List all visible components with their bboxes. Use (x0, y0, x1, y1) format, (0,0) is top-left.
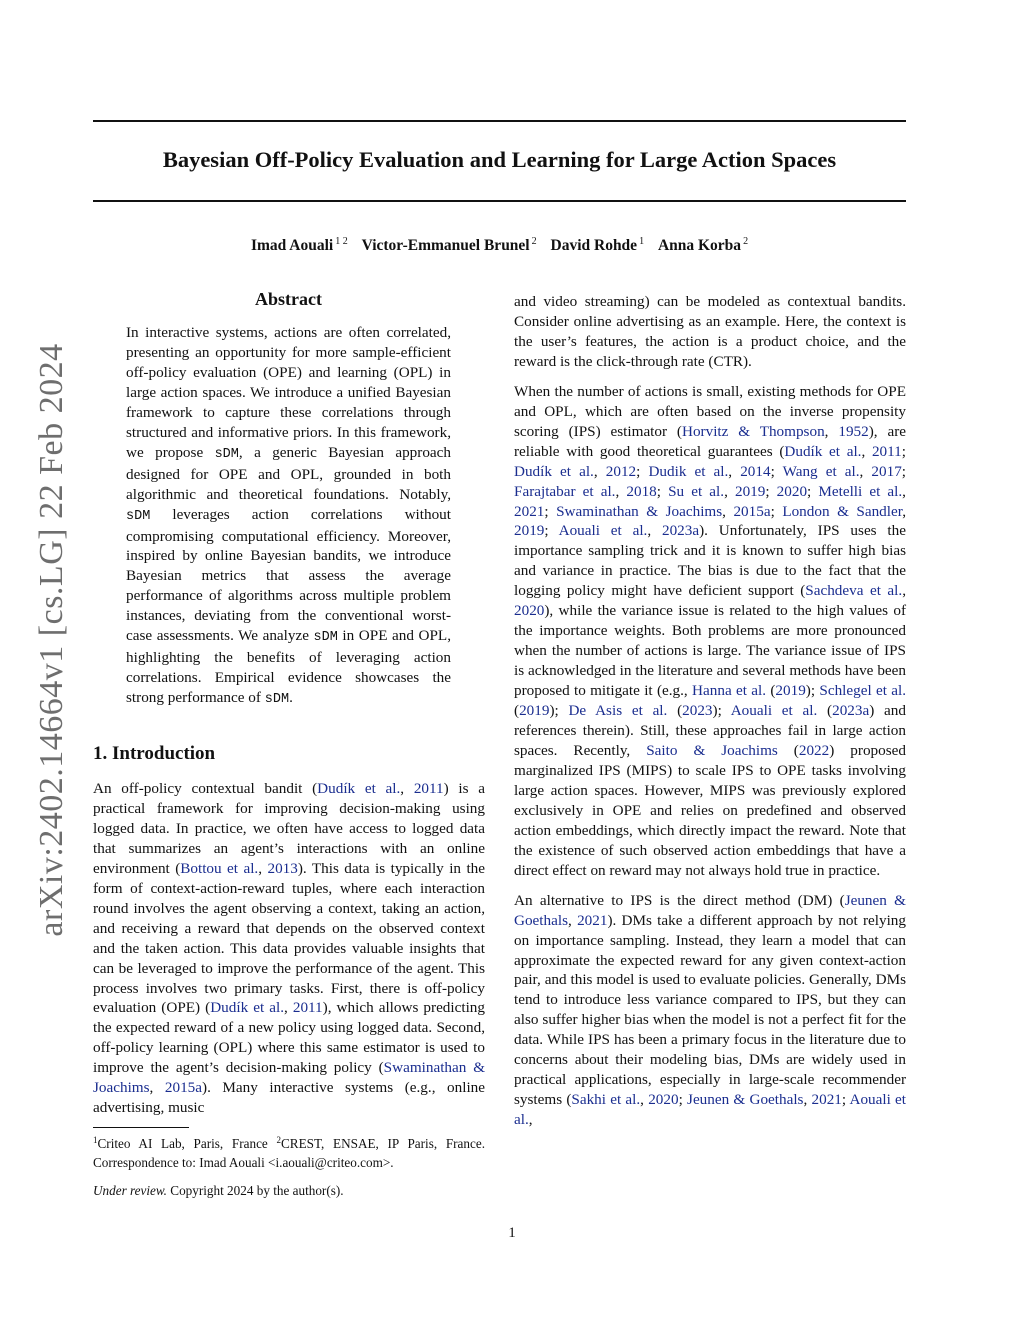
citation-link[interactable]: Dudík et al. (514, 462, 594, 480)
citation-link[interactable]: Sakhi et al. (571, 1091, 641, 1109)
body-text: ); (549, 702, 569, 720)
body-text: ; (770, 502, 783, 520)
author-name: Victor-Emmanuel Brunel (361, 237, 530, 254)
body-text: ). Unfortunately, IPS uses the importance sampling trick and it is known to suffer high bias and variance in practice. The bias is due to the fact that the logging policy might have deficient support ( (514, 522, 906, 600)
page-number: 1 (508, 1225, 516, 1241)
body-text: , (400, 780, 414, 797)
body-text: ; (656, 482, 669, 500)
abstract-heading: Abstract (255, 289, 322, 309)
citation-link[interactable]: 2014 (740, 462, 771, 480)
citation-link[interactable]: London & Sandler (782, 502, 903, 520)
body-text: , (824, 422, 839, 440)
body-text: ( (766, 682, 776, 700)
footnote-rule (93, 1127, 189, 1128)
citation-link[interactable]: Wang et al. (782, 462, 860, 480)
body-text: ). DMs take a different approach by not relying on importance sampling. Instead, they learn a model that can approximate the expected reward for any given context-action pair, and this model is used to evaluate policies. Generally, DMs tend to introduce less variance compared to IPS, but they can also suffer higher bias when the model is not a perfect fit for the data. While IPS has been a primary focus in the literature due to concerns about their modeling bias, DMs are widely used in practical applications, especially in large-scale recommender systems ( (514, 911, 906, 1109)
body-text: , (728, 462, 741, 480)
author (551, 237, 645, 254)
citation-link[interactable]: Aouali et al. (514, 1091, 907, 1129)
footnote-text: Criteo AI Lab, Paris, France (97, 1136, 277, 1151)
citation-link[interactable]: Swaminathan & Joachims (556, 502, 723, 520)
citation-link[interactable]: 1952 (838, 422, 869, 440)
citation-link[interactable]: 2015a (164, 1079, 203, 1097)
body-text: ( (777, 741, 799, 759)
review-note (93, 1183, 344, 1199)
citation-link[interactable]: 2023a (661, 522, 700, 540)
citation-link[interactable]: Su et al. (668, 482, 725, 500)
citation-link[interactable]: Bottou et al. (180, 859, 259, 877)
citation-link[interactable]: 2012 (605, 462, 637, 480)
citation-link[interactable]: 2019 (519, 702, 550, 720)
body-text: ) proposed marginalized IPS (MIPS) to scale IPS to OPE tasks involving large action spaces. However, MIPS was previously explored exclusively in OPE and relies on predefined and observed action embeddings, which directly impact the reward. Note that the existence of such observed action embeddings that have a direct effect on reward may not always hold true in practice. (514, 741, 906, 879)
citation-link[interactable]: 2011 (871, 442, 902, 460)
body-text: ), while the variance issue is related to the high values of the importance weights. Both problems are more pronounced when the number of actions is large. The variance issue of IPS is acknowledged in the literature and several methods have been proposed to mitigate it (e.g., (514, 602, 906, 700)
title-rule-top (93, 120, 906, 122)
footnote-marker: 1 (93, 1135, 98, 1145)
citation-link[interactable]: Dudík et al. (317, 780, 401, 797)
body-text: ); (712, 702, 731, 720)
citation-link[interactable]: 2022 (798, 741, 830, 759)
method-name: sDM (126, 508, 151, 524)
body-text: ; (636, 462, 649, 480)
citation-link[interactable]: 2023 (682, 702, 713, 720)
author-name: Anna Korba (657, 237, 742, 254)
citation-link[interactable]: Hanna et al. (692, 682, 767, 700)
body-text: ; (901, 462, 907, 480)
body-text: ). This data is typically in the form of context-action-reward tuples, where each interaction round involves the agent observing a context, taking an action, and receiving a reward that depends on the observed context and the taken action. This data provides valuable insights that can be leveraged to improve the performance of the agent. This process involves two primary tasks. First, there is off-policy evaluation (OPE) ( (93, 859, 486, 1017)
body-text: ; (765, 482, 777, 500)
title-rule-bottom (93, 200, 906, 202)
body-text: ). Many interactive systems (e.g., online advertising, music (93, 1079, 486, 1117)
review-status: Under review. (93, 1183, 167, 1198)
author-affiliation: 1 (639, 236, 645, 247)
paragraph (514, 891, 906, 1130)
paragraph: and video streaming) can be modeled as contextual bandits. Consider online advertising as an example. Here, the context is the user’s features, the action is a product choice, and the reward is the click-through rate (CTR). (514, 293, 906, 370)
citation-link[interactable]: 2021 (514, 502, 545, 520)
author (658, 237, 748, 254)
body-text: , (902, 482, 906, 500)
citation-link[interactable]: 2019 (734, 482, 766, 500)
intro-paragraph (93, 779, 485, 1118)
body-text: , (647, 522, 662, 540)
body-text: ; (770, 462, 783, 480)
method-name: sDM (264, 692, 290, 708)
citation-link[interactable]: Dudik et al. (648, 462, 729, 480)
citation-link[interactable]: 2011 (413, 780, 444, 797)
body-text: ) is a practical framework for improving decision-making using logged data. In practice, we often have access to logged data that summarizes an agent’s interactions with an online environment ( (93, 780, 485, 877)
citation-link[interactable]: 2021 (811, 1091, 842, 1109)
citation-link[interactable]: Jeunen & Goethals (687, 1091, 804, 1109)
citation-link[interactable]: 2017 (871, 462, 902, 480)
affiliation-footnote (93, 1131, 485, 1172)
body-text: When the number of actions is small, existing methods for OPE and OPL, which are often based on the inverse propensity scoring (IPS) estimator ( (514, 382, 906, 440)
citation-link[interactable]: Sachdeva et al. (805, 582, 903, 600)
citation-link[interactable]: 2013 (267, 859, 298, 877)
paragraph (514, 382, 906, 881)
body-text: , (722, 502, 734, 520)
body-text: , (902, 502, 906, 520)
citation-link[interactable]: Dudík et al. (784, 442, 862, 460)
body-text: , (640, 1091, 649, 1109)
body-text: , (149, 1079, 165, 1097)
citation-link[interactable]: Aouali et al. (730, 702, 818, 720)
body-text: , (528, 1111, 533, 1129)
citation-link[interactable]: Schlegel et al. (819, 682, 907, 700)
citation-link[interactable]: Swaminathan & Joachims (93, 1059, 486, 1097)
body-text: ), which allows predicting the expected reward of a new policy using logged data. Second, off-policy learning (OPL) where this same estimator is used to improve the agent’s decision-making policy ( (93, 999, 485, 1077)
author (362, 237, 537, 254)
body-text: , (902, 582, 906, 600)
body-text: ( (514, 702, 520, 720)
body-text: , (803, 1091, 812, 1109)
author (251, 237, 348, 254)
abstract-text: leverages action correlations without compromising computational efficiency. Moreover, inspired by online Bayesian bandits, we introduce Bayesian metrics that assess the average performance of algorithms across multiple problem instances, deviating from the conventional worst-case assessments. We analyze (126, 505, 451, 645)
abstract-text: , a generic Bayesian approach designed for OPE and OPL, grounded in both algorithmic and theoretical foundations. Notably, (126, 443, 451, 503)
body-text: , (859, 462, 872, 480)
citation-link[interactable]: 2019 (775, 682, 806, 700)
citation-link[interactable]: Farajtabar et al. (514, 482, 616, 500)
abstract-body (126, 323, 451, 710)
body-text: , (258, 859, 268, 877)
citation-link[interactable]: Horvitz & Thompson (682, 422, 825, 440)
arxiv-stamp-text[interactable]: arXiv:2402.14664v1 [cs.LG] 22 Feb 2024 (33, 343, 70, 937)
citation-link[interactable]: 2011 (292, 999, 323, 1017)
citation-link[interactable]: 2020 (514, 602, 545, 620)
author-affiliation: 2 (743, 236, 749, 247)
body-text: ); (805, 682, 820, 700)
footnote-marker: 2 (276, 1135, 281, 1145)
body-text: ; (901, 442, 906, 460)
citation-link[interactable]: Metelli et al. (818, 482, 903, 500)
section-heading-introduction: 1. Introduction (93, 743, 216, 764)
right-column (514, 292, 906, 1140)
abstract-text: In interactive systems, actions are often correlated, presenting an opportunity for more sample-efficient off-policy evaluation (OPE) and learning (OPL) in large action spaces. We introduce a unified Bayesian framework to capture these correlations through structured and informative priors. In this framework, we propose (126, 324, 451, 461)
body-text: An alternative to IPS is the direct method (DM) ( (514, 891, 845, 909)
paper-title: Bayesian Off-Policy Evaluation and Learning for Large Action Spaces (162, 147, 837, 172)
citation-link[interactable]: Dudík et al. (210, 999, 284, 1017)
copyright-text: Copyright 2024 by the author(s). (166, 1183, 344, 1198)
author-affiliation: 1 2 (335, 236, 348, 247)
method-name: sDM (313, 630, 338, 646)
body-text: ; (678, 1091, 688, 1109)
author-affiliation: 2 (531, 236, 537, 247)
citation-link[interactable]: 2023a (832, 702, 870, 720)
citation-link[interactable]: 2019 (514, 522, 545, 540)
body-text: An off-policy contextual bandit ( (93, 780, 318, 797)
body-text: , (861, 442, 872, 460)
body-text: ; (807, 482, 819, 500)
citation-link[interactable]: 2018 (626, 482, 657, 500)
citation-link[interactable]: Saito & Joachims (646, 741, 778, 759)
body-text: , (615, 482, 627, 500)
body-text: ( (817, 702, 833, 720)
body-text: ; (841, 1091, 850, 1109)
citation-link[interactable]: 2015a (733, 502, 771, 520)
body-text: ) and references therein). Still, these approaches fail in large action spaces. Recently, (514, 702, 906, 759)
citation-link[interactable]: 2020 (648, 1091, 679, 1109)
body-text: ; (544, 502, 557, 520)
body-text: , (284, 999, 293, 1017)
author-list (93, 236, 906, 255)
abstract-text: in OPE and OPL, highlighting the benefits of leveraging action correlations. Empirical evidence showcases the strong performance of (126, 627, 451, 707)
citation-link[interactable]: 2021 (577, 911, 608, 929)
body-text: ( (667, 702, 683, 720)
footnote-text: CREST, ENSAE, IP Paris, France. Correspondence to: Imad Aouali <i.aouali@criteo.com>. (93, 1136, 485, 1170)
body-text: , (568, 911, 578, 929)
abstract-text: . (289, 689, 293, 707)
method-name: sDM (214, 446, 239, 462)
author-name: David Rohde (550, 237, 638, 254)
body-text: , (593, 462, 606, 480)
body-text: , (724, 482, 735, 500)
citation-link[interactable]: De Asis et al. (568, 702, 668, 720)
citation-link[interactable]: 2020 (776, 482, 808, 500)
author-name: Imad Aouali (250, 237, 334, 254)
citation-link[interactable]: Jeunen & Goethals (514, 891, 906, 929)
body-text: ; (544, 522, 559, 540)
citation-link[interactable]: Aouali et al. (558, 522, 648, 540)
body-text: ), are reliable with good theoretical guarantees ( (514, 422, 907, 460)
